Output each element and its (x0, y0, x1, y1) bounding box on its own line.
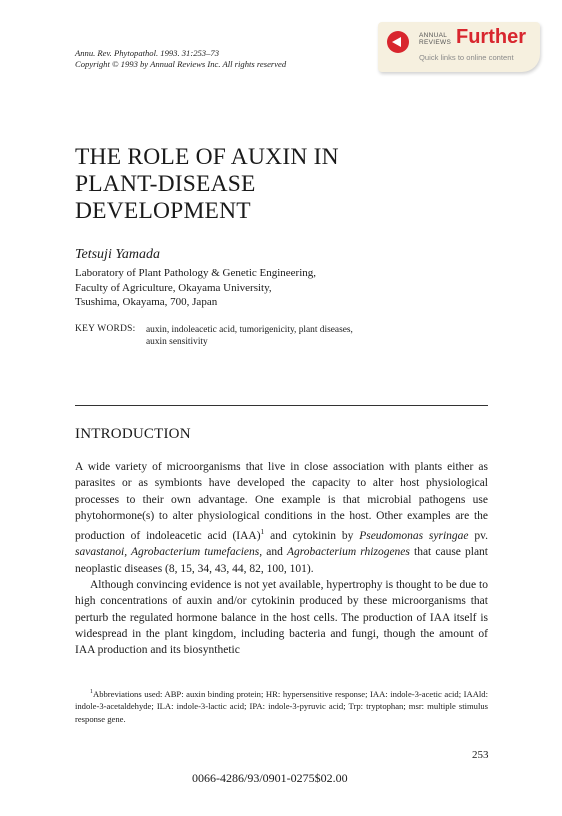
further-label: Further (456, 26, 526, 48)
footnote-marker[interactable]: 1 (260, 527, 265, 537)
quick-links-text: Quick links to online content (419, 53, 514, 62)
author-name: Tetsuji Yamada (75, 247, 160, 262)
paragraph: A wide variety of microorganisms that live in close association with plants either as parasites or as symbionts have developed the capacity to alter host physiological processes to their own advantage. One example is that microbial pathogens use phytohormone(s) to alter physiological conditions in the host. Other examples are the production of indoleacetic acid (IAA)$^1$ and cytokinin by Pseudomonas syringae pv. savastanoi, Agrobacterium tumefaciens, and Agrobacterium rhizogenes that cause plant neoplastic diseases (8, 15, 34, 43, 44, 82, 100, 101). (75, 461, 489, 575)
body-text (75, 459, 488, 658)
keywords-line: auxin sensitivity (146, 337, 208, 347)
issn-code: 0066-4286/93/0901-0275$02.00 (192, 771, 348, 785)
keywords-label: KEY WORDS: (75, 324, 136, 334)
journal-citation-block (75, 48, 286, 70)
paragraph: Although convincing evidence is not yet available, hypertrophy is thought to be due to high concentrations of auxin and/or cytokinin produced by these microorganisms that perturb the regulated hormone balance in the host cells. The production of IAA itself is widespread in the plant kingdom, including bacteria and fungi, though the amount of IAA production and its biosynthetic (75, 578, 488, 657)
play-icon (387, 31, 409, 53)
copyright-notice: Copyright © 1993 by Annual Reviews Inc. All rights reserved (75, 59, 287, 69)
further-banner[interactable] (378, 22, 540, 72)
affiliation-line: Tsushima, Okayama, 700, Japan (75, 296, 218, 308)
affiliation-line: Laboratory of Plant Pathology & Genetic Engineering, (75, 267, 317, 279)
footnote-text: $^1$Abbreviations used: ABP: auxin binding protein; HR: hypersensitive response; IAA: indole-3-acetic acid; IAAld: indole-3-acetaldehyde; ILA: indole-3-lactic acid; IPA: indole-3-pyruvic acid; Trp: tryptophan; msr: multiple stimulus response gene. (75, 688, 488, 724)
annual-reviews-logo (419, 32, 451, 46)
article-title (75, 144, 339, 225)
title-line: PLANT-DISEASE (75, 171, 256, 197)
keywords-list (146, 324, 426, 348)
title-line: DEVELOPMENT (75, 198, 251, 224)
logo-annual-text: ANNUAL (419, 32, 448, 39)
page-number: 253 (472, 749, 489, 761)
title-line: THE ROLE OF AUXIN IN (75, 144, 339, 170)
logo-reviews-text: REVIEWS (419, 39, 452, 46)
affiliation-line: Faculty of Agriculture, Okayama University, (75, 281, 272, 294)
affiliation (75, 266, 316, 310)
keywords-line: auxin, indoleacetic acid, tumorigenicity, plant diseases, (146, 325, 353, 335)
footnote (75, 686, 488, 725)
section-heading: INTRODUCTION (75, 426, 191, 442)
section-divider (75, 405, 488, 406)
journal-citation: Annu. Rev. Phytopathol. 1993. 31:253–73 (75, 48, 219, 58)
